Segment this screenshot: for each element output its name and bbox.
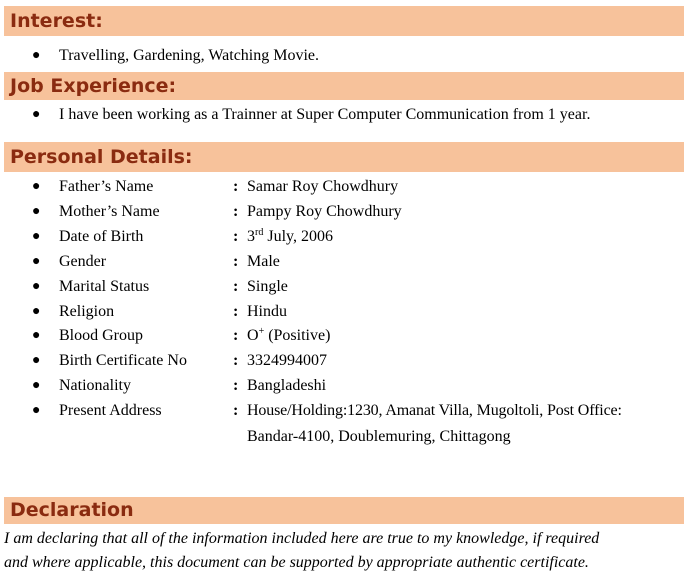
detail-value: Single <box>247 278 288 295</box>
job-experience-heading: Job Experience: <box>10 75 177 97</box>
bullet-dot-icon: ● <box>32 179 41 194</box>
detail-colon: : <box>233 178 239 195</box>
detail-colon: : <box>233 377 239 394</box>
bullet-dot-icon: ● <box>32 279 41 294</box>
detail-label: Present Address <box>59 402 162 419</box>
detail-value: Samar Roy Chowdhury <box>247 178 399 195</box>
bullet-dot-icon: ● <box>32 107 41 122</box>
detail-value: 3324994007 <box>247 352 327 369</box>
detail-colon: : <box>233 253 239 270</box>
personal-details-heading: Personal Details: <box>10 146 193 168</box>
personal-details-header-bar <box>4 142 684 172</box>
interest-heading: Interest: <box>10 10 103 32</box>
declaration-header-bar <box>4 497 684 524</box>
detail-colon: : <box>233 303 239 320</box>
interest-header-bar <box>4 6 684 36</box>
detail-label: Date of Birth <box>59 228 144 245</box>
detail-value: Hindu <box>247 303 287 320</box>
address-line-2: Bandar-4100, Doublemuring, Chittagong <box>247 428 511 445</box>
detail-value <box>247 227 333 249</box>
dob-ordinal-suffix: rd <box>255 227 264 238</box>
bullet-dot-icon: ● <box>32 328 41 343</box>
bullet-dot-icon: ● <box>32 229 41 244</box>
detail-value <box>247 326 330 348</box>
detail-value: Pampy Roy Chowdhury <box>247 203 402 220</box>
detail-label: Father’s Name <box>59 178 154 195</box>
blood-rh-sign: + <box>258 326 265 337</box>
bullet-dot-icon: ● <box>32 48 41 63</box>
detail-colon: : <box>233 402 239 419</box>
detail-colon: : <box>233 327 239 344</box>
detail-colon: : <box>233 278 239 295</box>
bullet-dot-icon: ● <box>32 304 41 319</box>
detail-label: Birth Certificate No <box>59 352 187 369</box>
detail-value: House/Holding:1230, Amanat Villa, Mugoltoli, Post Office: <box>247 402 622 419</box>
bullet-dot-icon: ● <box>32 353 41 368</box>
interest-item: Travelling, Gardening, Watching Movie. <box>59 47 320 64</box>
blood-rh-text: (Positive) <box>264 327 331 344</box>
job-experience-header-bar <box>4 72 684 100</box>
detail-colon: : <box>233 203 239 220</box>
bullet-dot-icon: ● <box>32 378 41 393</box>
detail-label: Mother’s Name <box>59 203 160 220</box>
job-experience-item: I have been working as a Trainner at Super Computer Communication from 1 year. <box>59 106 591 123</box>
dob-day: 3 <box>247 228 255 245</box>
declaration-heading: Declaration <box>10 499 134 521</box>
declaration-line-2: and where applicable, this document can be supported by appropriate authentic certificate. <box>4 554 589 571</box>
detail-label: Religion <box>59 303 115 320</box>
detail-value: Bangladeshi <box>247 377 327 394</box>
blood-type: O <box>247 327 259 344</box>
detail-label: Blood Group <box>59 327 143 344</box>
dob-month-year: July, 2006 <box>263 228 333 245</box>
declaration-text <box>4 527 688 575</box>
bullet-dot-icon: ● <box>32 403 41 418</box>
declaration-line-1: I am declaring that all of the information included here are true to my knowledge, if required <box>4 530 600 547</box>
detail-label: Nationality <box>59 377 131 394</box>
bullet-dot-icon: ● <box>32 204 41 219</box>
bullet-dot-icon: ● <box>32 254 41 269</box>
detail-colon: : <box>233 228 239 245</box>
detail-value: Male <box>247 253 280 270</box>
detail-label: Marital Status <box>59 278 150 295</box>
detail-colon: : <box>233 352 239 369</box>
detail-label: Gender <box>59 253 107 270</box>
